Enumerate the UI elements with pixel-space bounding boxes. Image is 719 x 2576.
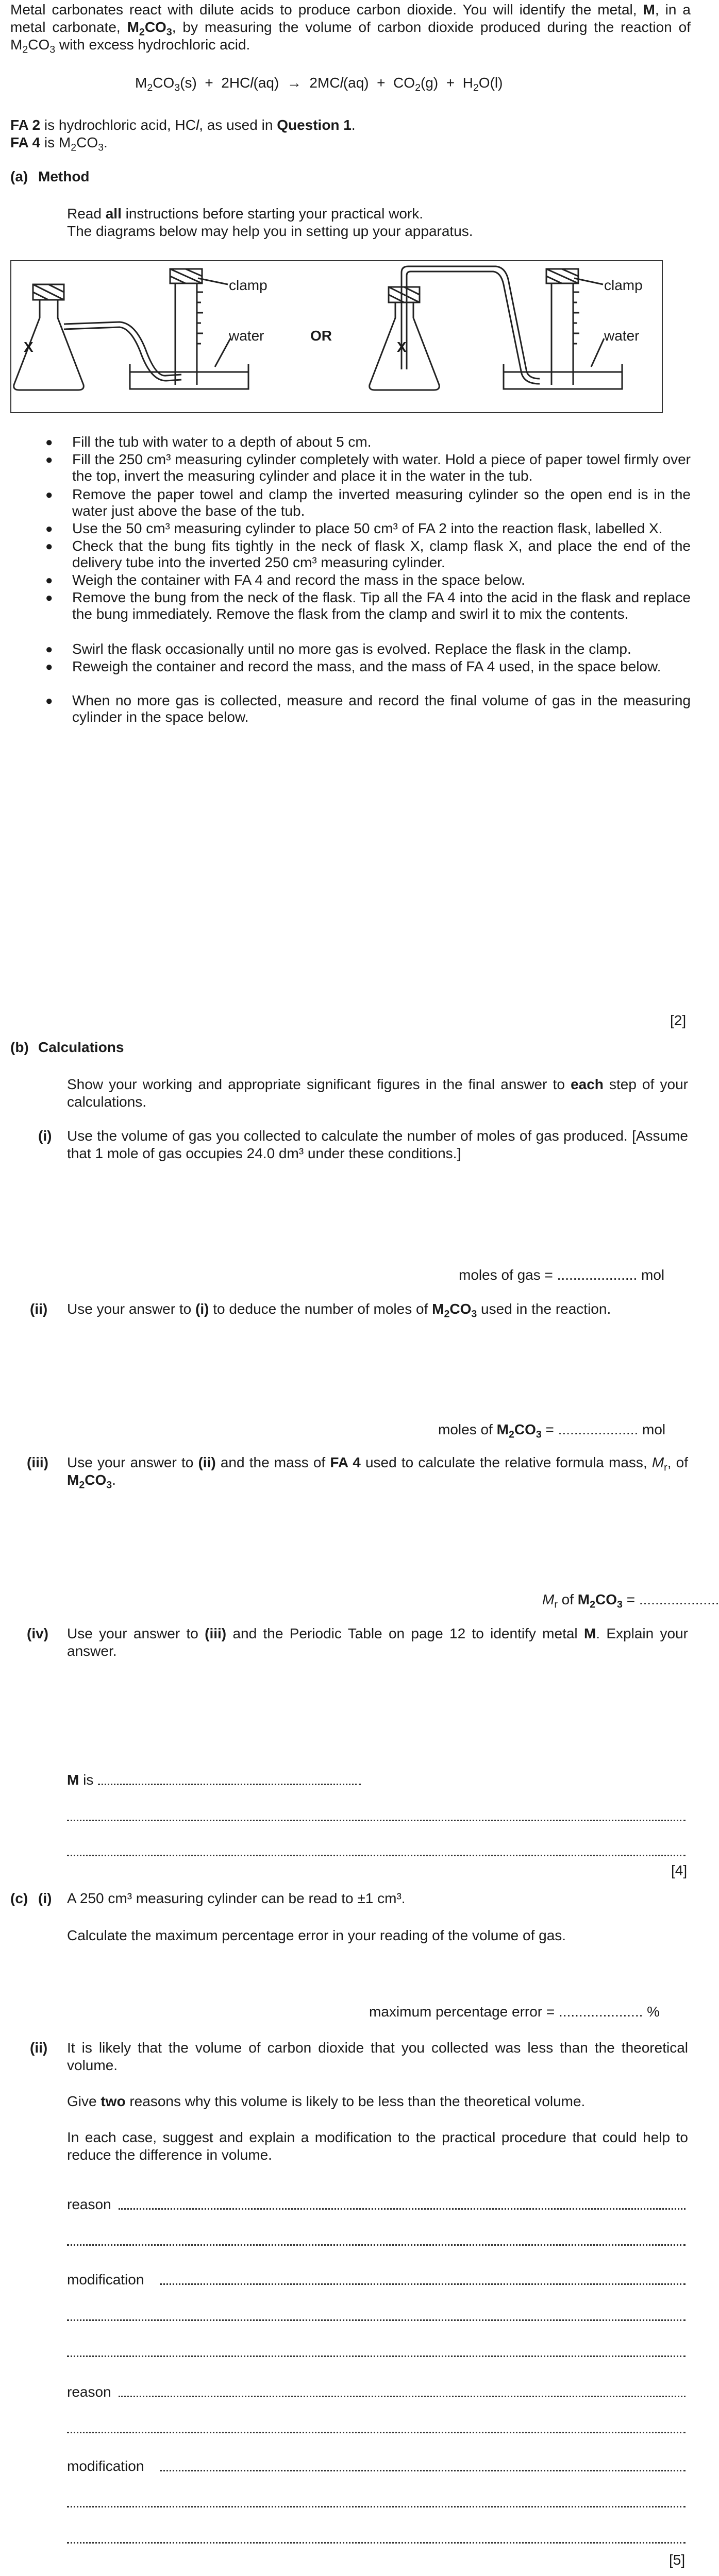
intro-text-1: Metal carbonates react with dilute acids to produce carbon dioxide. You will identify the metal, bbox=[10, 2, 643, 18]
or-label: OR bbox=[310, 328, 332, 344]
method-line1-a: Read bbox=[67, 206, 106, 222]
method-line1-b: all bbox=[105, 206, 122, 222]
fa4-line bbox=[10, 134, 108, 154]
calc-intro-c: step of your calculations. bbox=[67, 1076, 688, 1110]
clamp-label-right: clamp bbox=[604, 277, 643, 293]
bullet-8-text: Swirl the flask occasionally until no more gas is evolved. Replace the flask in the clamp. bbox=[72, 641, 631, 657]
bullet-6: ● Weigh the container with FA 4 and record the mass in the space below. bbox=[72, 572, 691, 588]
calc-i-text: Use the volume of gas you collected to calculate the number of moles of gas produced. [Assume that 1 mole of gas occupies 24.0 dm³ under these conditions.] bbox=[67, 1128, 688, 1161]
calc-intro-a: Show your working and appropriate significant figures in the final answer to bbox=[67, 1076, 571, 1092]
intro-paragraph bbox=[10, 1, 691, 54]
intro-text-4: with excess hydrochloric acid. bbox=[55, 37, 250, 53]
error-label: (c) bbox=[10, 1890, 28, 1906]
method-line1-c: instructions before starting your practical work. bbox=[121, 206, 423, 222]
calc-iv-label: (iv) bbox=[27, 1625, 48, 1641]
marks-b: [4] bbox=[671, 1862, 688, 1878]
apparatus-diagram bbox=[10, 260, 663, 413]
calc-i-answer: moles of gas = .................... mol bbox=[459, 1267, 665, 1283]
marks-a: [2] bbox=[670, 1012, 687, 1028]
calc-ii-c: to deduce the number of moles of bbox=[209, 1301, 432, 1317]
explain-line-2[interactable] bbox=[67, 1855, 685, 1856]
method-line1 bbox=[67, 205, 423, 223]
error-ii-text3: In each case, suggest and explain a modification to the practical procedure that could help to reduce the difference in volume. bbox=[67, 2129, 688, 2163]
calc-intro bbox=[67, 1076, 688, 1111]
error-i-answer: maximum percentage error = ..................... % bbox=[369, 2004, 660, 2020]
bullet-9-text: Reweigh the container and record the mass, and the mass of FA 4 used, in the space below. bbox=[72, 658, 661, 674]
metal-m: M bbox=[643, 2, 655, 18]
calc-ii-a: Use your answer to bbox=[67, 1301, 195, 1317]
fa2-text: is hydrochloric acid, HCl, as used in bbox=[40, 117, 277, 133]
calc-ii-formula: $M_2CO_3$ bbox=[432, 1301, 477, 1320]
fa4-text: is $M_2CO_3$. bbox=[40, 134, 108, 154]
bullet-5-text: Check that the bung fits tightly in the neck of flask X, clamp flask X, and place the end of the delivery tube into the inverted 250 cm³ measuring cylinder. bbox=[72, 538, 691, 570]
marks-c: [5] bbox=[669, 2552, 685, 2568]
bullet-10-text: When no more gas is collected, measure and record the final volume of gas in the measuring cylinder in the space below. bbox=[72, 692, 691, 725]
bullet-8: ● Swirl the flask occasionally until no more gas is evolved. Replace the flask in the clamp. bbox=[72, 641, 691, 657]
intro-text-3: , by measuring the volume of carbon dioxide produced during the reaction of bbox=[172, 19, 691, 35]
bullet-2-text: Fill the 250 cm³ measuring cylinder completely with water. Hold a piece of paper towel firmly over the top, invert the measuring cylinder and place it in the water in the tub. bbox=[72, 451, 691, 484]
calc-iii-text: Use your answer to (ii) and the mass of FA 4 used to calculate the relative formula mass, $M_r$, of $M_2CO_3$. bbox=[67, 1454, 688, 1491]
calc-ii-label: (ii) bbox=[30, 1301, 48, 1317]
fa2-end: . bbox=[351, 117, 356, 133]
bullet-5: ● Check that the bung fits tightly in the neck of flask X, clamp flask X, and place the end of the delivery tube into the inverted 250 cm³ measuring cylinder. bbox=[45, 538, 691, 570]
method-label: (a) bbox=[10, 168, 28, 184]
calc-iii-label: (iii) bbox=[27, 1454, 48, 1470]
modification-label-2: modification bbox=[67, 2458, 144, 2474]
formula-m2co3-b: $M_2CO_3$ bbox=[10, 37, 56, 56]
bullet-1-text: Fill the tub with water to a depth of about 5 cm. bbox=[72, 434, 372, 450]
bullet-1: ● Fill the tub with water to a depth of about 5 cm. bbox=[72, 434, 691, 450]
calc-ii-b: (i) bbox=[195, 1301, 209, 1317]
formula-m2co3: $M_2CO_3$ bbox=[127, 19, 172, 38]
flask-label-left: X bbox=[24, 339, 34, 355]
fa4-label: FA 4 bbox=[10, 134, 41, 150]
calc-label: (b) bbox=[10, 1039, 29, 1055]
bullet-4: ● Use the 50 cm³ measuring cylinder to place 50 cm³ of FA 2 into the reaction flask, labelled X. bbox=[72, 520, 691, 537]
reason-line-1[interactable] bbox=[119, 2208, 685, 2210]
reaction-arrow: → bbox=[287, 75, 302, 91]
calc-ii-answer: moles of $M_2CO_3$ = .................... mol bbox=[438, 1421, 666, 1440]
bullet-3-text: Remove the paper towel and clamp the inverted measuring cylinder so the open end is in the water just above the base of the tub. bbox=[72, 486, 691, 519]
calc-iv-is: is bbox=[79, 1772, 94, 1788]
reason-line-2b[interactable] bbox=[67, 2432, 685, 2433]
bullet-7-text: Remove the bung from the neck of the flask. Tip all the FA 4 into the acid in the flask and replace the bung immediately. Remove the flask from the clamp and swirl it to mix the contents. bbox=[72, 589, 691, 622]
reason-label-1: reason bbox=[67, 2196, 111, 2212]
flask-label-right: X bbox=[397, 339, 407, 355]
reason-label-2: reason bbox=[67, 2384, 111, 2400]
calc-intro-b: each bbox=[571, 1076, 604, 1092]
modification-line-1b[interactable] bbox=[67, 2319, 685, 2321]
error-ii-text2: Give two reasons why this volume is likely to be less than the theoretical volume. bbox=[67, 2093, 586, 2109]
intro-text-2: , in a metal carbonate, bbox=[10, 2, 691, 35]
method-title: Method bbox=[38, 168, 90, 184]
question-ref: Question 1 bbox=[277, 117, 352, 133]
calc-iv-m: M bbox=[67, 1772, 79, 1788]
modification-line-2c[interactable] bbox=[67, 2542, 685, 2544]
error-ii-text1: It is likely that the volume of carbon dioxide that you collected was less than the theoretical volume. bbox=[67, 2040, 688, 2073]
water-label-right: water bbox=[604, 328, 640, 344]
modification-line-2[interactable] bbox=[160, 2470, 685, 2471]
bullet-6-text: Weigh the container with FA 4 and record the mass in the space below. bbox=[72, 572, 525, 588]
calc-iv-text: Use your answer to (iii) and the Periodic Table on page 12 to identify metal M. Explain your answer. bbox=[67, 1625, 688, 1659]
fa2-label: FA 2 bbox=[10, 117, 41, 133]
calc-ii-e: used in the reaction. bbox=[477, 1301, 611, 1317]
reaction-equation: $M_2CO_3(s) + 2HCl(aq) \to 2MCl(aq) + CO_2(g) + H_2O(l)$ bbox=[135, 75, 503, 94]
reason-line-2[interactable] bbox=[119, 2396, 685, 2397]
modification-label-1: modification bbox=[67, 2272, 144, 2287]
bullet-3: ● Remove the paper towel and clamp the inverted measuring cylinder so the open end is in the water just above the base of the tub. bbox=[45, 486, 691, 519]
method-line2: The diagrams below may help you in setting up your apparatus. bbox=[67, 223, 473, 239]
modification-line-1[interactable] bbox=[160, 2283, 685, 2285]
calc-i-label: (i) bbox=[38, 1128, 52, 1144]
bullet-7: ● Remove the bung from the neck of the flask. Tip all the FA 4 into the acid in the flask and replace the bung immediately. Remove the flask from the clamp and swirl it to mix the contents. bbox=[45, 589, 691, 622]
clamp-label-left: clamp bbox=[229, 277, 267, 293]
bullet-2: ● Fill the 250 cm³ measuring cylinder completely with water. Hold a piece of paper towel firmly over the top, invert the measuring cylinder and place it in the water in the tub. bbox=[45, 451, 691, 484]
bullet-4-text: Use the 50 cm³ measuring cylinder to place 50 cm³ of FA 2 into the reaction flask, labelled X. bbox=[72, 520, 663, 536]
calc-ii-text bbox=[67, 1300, 611, 1318]
error-i-text: A 250 cm³ measuring cylinder can be read to ±1 cm³. bbox=[67, 1890, 406, 1906]
error-i-label: (i) bbox=[38, 1890, 52, 1906]
bullet-9: ● Reweigh the container and record the mass, and the mass of FA 4 used, in the space below. bbox=[72, 658, 691, 675]
bullet-10: ● When no more gas is collected, measure and record the final volume of gas in the measuring cylinder in the space below. bbox=[45, 692, 691, 725]
modification-line-1c[interactable] bbox=[67, 2355, 685, 2357]
calc-title: Calculations bbox=[38, 1039, 124, 1055]
modification-line-2b[interactable] bbox=[67, 2506, 685, 2507]
explain-line-1[interactable] bbox=[67, 1820, 685, 1821]
metal-answer-line[interactable] bbox=[98, 1784, 361, 1785]
calc-iii-answer: $M_r$ of $M_2CO_3$ = .................... bbox=[542, 1591, 719, 1611]
calc-iv-m-line bbox=[67, 1771, 93, 1789]
reason-line-1b[interactable] bbox=[67, 2244, 685, 2246]
error-i-text2: Calculate the maximum percentage error in your reading of the volume of gas. bbox=[67, 1927, 566, 1943]
fa2-line bbox=[10, 116, 356, 134]
error-ii-label: (ii) bbox=[30, 2040, 48, 2056]
apparatus-svg bbox=[11, 261, 662, 412]
water-label-left: water bbox=[229, 328, 264, 344]
